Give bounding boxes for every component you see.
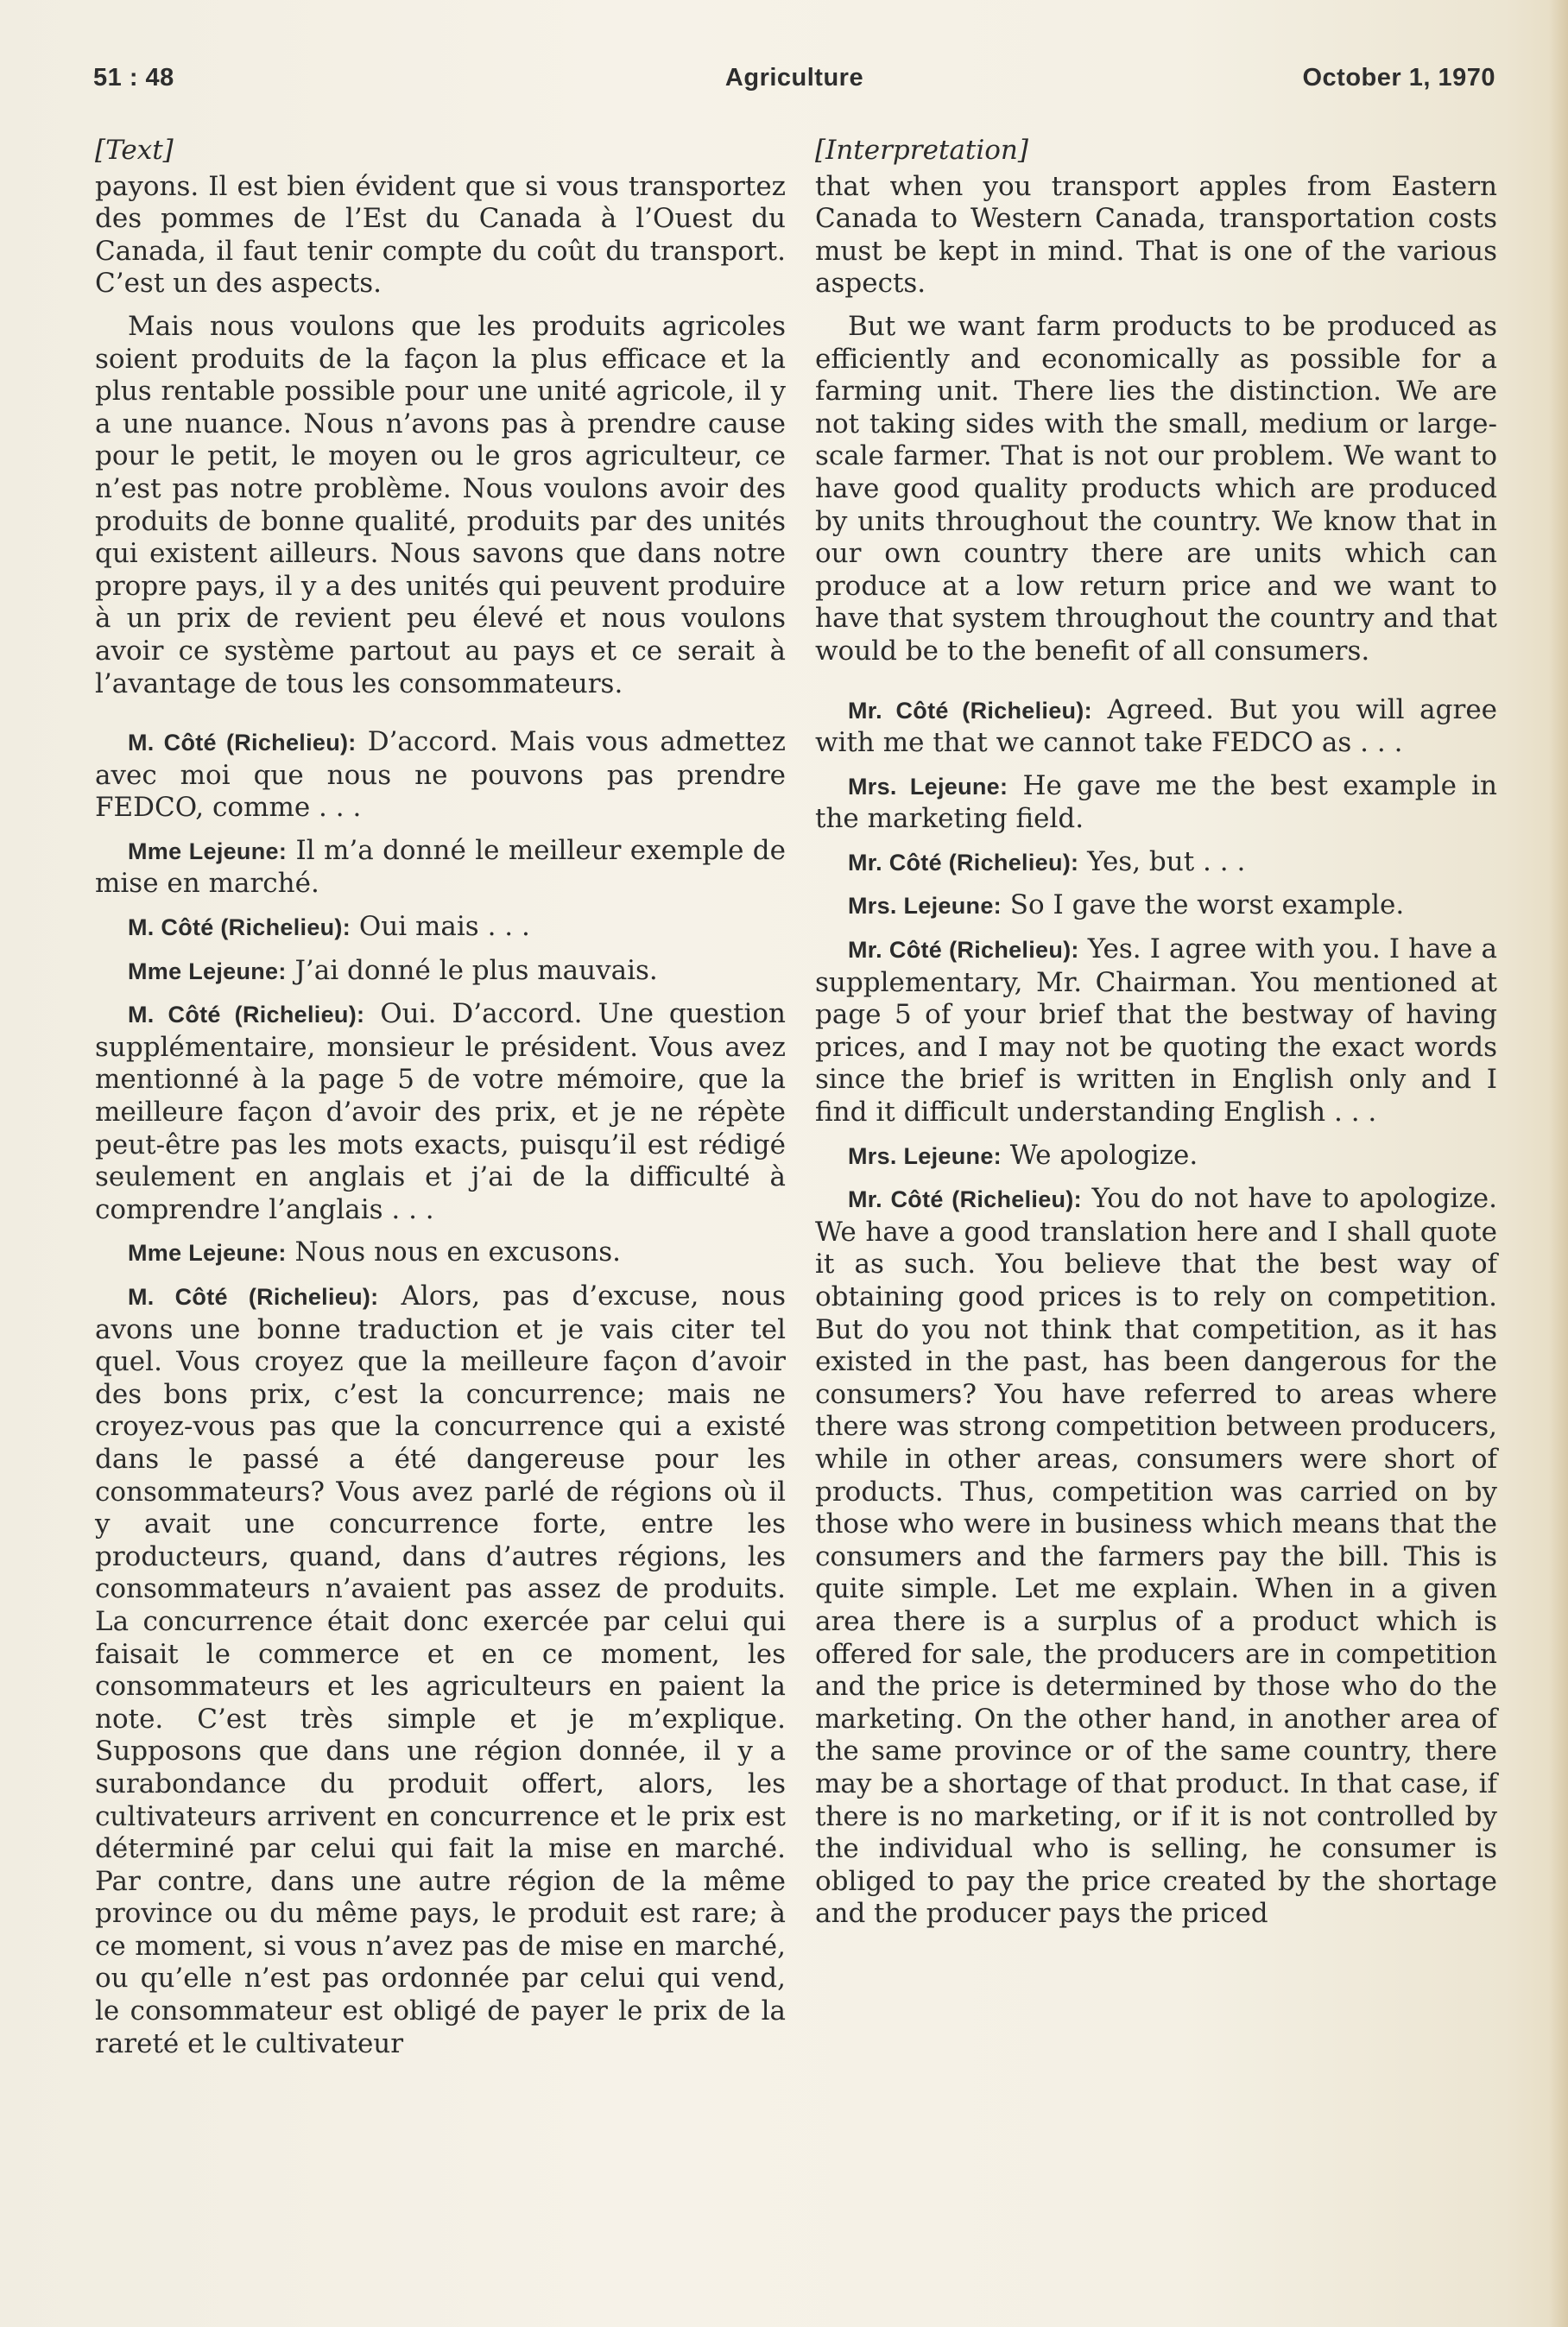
speech-text: Yes, but . . . bbox=[1078, 845, 1246, 877]
speech-text: Nous nous en excusons. bbox=[286, 1236, 621, 1268]
speaker-name: Mrs. Lejeune: bbox=[848, 1142, 1002, 1169]
speech bbox=[815, 889, 1497, 923]
speaker-name: Mr. Côté (Richelieu): bbox=[848, 697, 1092, 724]
paragraph: that when you transport apples from Eastern Canada to Western Canada, transportation costs must be kept in mind. That is one of the various aspects. bbox=[815, 170, 1497, 300]
speaker-name: Mrs. Lejeune: bbox=[848, 773, 1008, 800]
speech bbox=[815, 694, 1497, 760]
speech bbox=[95, 1236, 786, 1270]
speech-text: D’accord. Mais vous admettez avec moi que nous ne pouvons pas prendre FEDCO, comme . . . bbox=[95, 726, 786, 824]
speech-text: Alors, pas d’excuse, nous avons une bonne traduction et je vais citer tel quel. Vous croyez que la meilleure façon d’avoir des bons prix, c’est la concurrence; mais ne croyez-vous pas que la concurrence qui a existé dans le passé a été dangereuse pour les consommateurs? Vous avez parlé de régions où il y avait une concurrence forte, entre les producteurs, quand, dans d’autres régions, les consommateurs n’avaient pas assez de produits. La concurrence était donc exercée par celui qui faisait le commerce et en ce moment, les consommateurs et les agriculteurs en paient la note. C’est très simple et je m’explique. Supposons que dans une région donnée, il y a surabondance du produit offert, alors, les cultivateurs arrivent en concurrence et le prix est déterminé par celui qui fait la mise en marché. Par contre, dans une autre région de la même province ou du même pays, le produit est rare; à ce moment, si vous n’avez pas de mise en marché, ou qu’elle n’est pas ordonnée par celui qui vend, le consommateur est obligé de payer le prix de la rareté et le cultivateur bbox=[95, 1280, 786, 2059]
speech-text: J’ai donné le plus mauvais. bbox=[286, 954, 658, 986]
date: October 1, 1970 bbox=[1302, 64, 1495, 92]
page-number: 51 : 48 bbox=[93, 64, 174, 92]
speech bbox=[815, 770, 1497, 836]
speaker-name: Mr. Côté (Richelieu): bbox=[848, 849, 1079, 876]
speech bbox=[95, 998, 786, 1226]
committee-title: Agriculture bbox=[724, 64, 864, 92]
speech-text: Oui mais . . . bbox=[351, 911, 530, 943]
speaker-name: Mr. Côté (Richelieu): bbox=[848, 1186, 1082, 1213]
speaker-name: Mrs. Lejeune: bbox=[848, 893, 1002, 920]
speech bbox=[815, 846, 1497, 880]
speech bbox=[95, 726, 786, 825]
speech-text: Agreed. But you will agree with me that we cannot take FEDCO as . . . bbox=[815, 693, 1498, 759]
paragraph: Mais nous voulons que les produits agricoles soient produits de la façon la plus efficace et la plus rentable possible pour une unité agricole, il y a une nuance. Nous n’avons pas à prendre cause pour le petit, le moyen ou le gros agriculteur, ce n’est pas notre problème. Nous voulons avoir des produits de bonne qualité, produits par des unités qui existent ailleurs. Nous savons que dans notre propre pays, il y a des unités qui peuvent produire à un prix de revient peu élevé et nous voulons avoir ce système partout au pays et ce serait à l’avantage de tous les consommateurs. bbox=[95, 310, 786, 699]
speaker-name: M. Côté (Richelieu): bbox=[128, 1284, 379, 1310]
speaker-name: Mr. Côté (Richelieu): bbox=[848, 937, 1079, 964]
paragraph: But we want farm products to be produced as efficiently and economically as possible for a farming unit. There lies the distinction. We are not taking sides with the small, medium or large-scale farmer. That is not our problem. We want to have good quality products which are produced by units throughout the country. We know that in our own country there are units which can produce at a low return price and we want to have that system throughout the country and that would be to the benefit of all consumers. bbox=[815, 310, 1497, 667]
speech bbox=[815, 1183, 1497, 1931]
speaker-name: M. Côté (Richelieu): bbox=[128, 1002, 365, 1028]
speech-text: Oui. D’accord. Une question supplémentaire, monsieur le président. Vous avez mentionné à la page 5 de votre mémoire, que la meilleure façon d’avoir des prix, et je ne répète peut-être pas les mots exacts, puisqu’il est rédigé seulement en anglais et j’ai de la difficulté à comprendre l’anglais . . . bbox=[95, 998, 786, 1225]
speech-text: We apologize. bbox=[1001, 1139, 1198, 1171]
speech-text: Il m’a donné le meilleur exemple de mise en marché. bbox=[95, 834, 786, 900]
column-label: [Text] bbox=[95, 135, 174, 166]
speech bbox=[815, 1140, 1497, 1173]
french-column bbox=[95, 135, 786, 2071]
paragraph: payons. Il est bien évident que si vous transportez des pommes de l’Est du Canada à l’Ouest du Canada, il faut tenir compte du coût du transport. C’est un des aspects. bbox=[95, 170, 786, 300]
english-column bbox=[815, 135, 1497, 1941]
speech-text: So I gave the worst example. bbox=[1001, 889, 1405, 921]
speaker-name: M. Côté (Richelieu): bbox=[128, 730, 357, 756]
column-label: [Interpretation] bbox=[815, 135, 1028, 166]
speech bbox=[95, 911, 786, 945]
speaker-name: Mme Lejeune: bbox=[128, 838, 288, 864]
speaker-name: Mme Lejeune: bbox=[128, 958, 287, 984]
page-edge-shadow bbox=[1549, 0, 1568, 2327]
speech bbox=[95, 1280, 786, 2060]
running-header bbox=[93, 64, 1495, 102]
speech-text: You do not have to apologize. We have a good translation here and I shall quote it as such. You believe that the best way of obtaining good prices is to rely on competition. But do you not think that competition, as it has existed in the past, has been dangerous for the consumers? You have referred to areas where there was strong competition between producers, while in other areas, consumers were short of products. Thus, competition was carried on by those who were in business which means that the consumers and the farmers pay the bill. This is quite simple. Let me explain. When in a given area there is a surplus of a product which is offered for sale, the producers are in competition and the price is determined by those who do the marketing. On the other hand, in another area of the same province or of the same country, there may be a shortage of that product. In that case, if there is no marketing, or if it is not controlled by the individual who is selling, he consumer is obliged to pay the price created by the shortage and the producer pays the priced bbox=[815, 1183, 1497, 1930]
speech bbox=[95, 835, 786, 901]
speaker-name: Mme Lejeune: bbox=[128, 1240, 287, 1267]
speech-text: He gave me the best example in the marketing field. bbox=[815, 769, 1497, 835]
speech-text: Yes. I agree with you. I have a supplementary, Mr. Chairman. You mentioned at page 5 of your brief that the bestway of having prices, and I may not be quoting the exact words since the brief is written in English only and I find it difficult understanding English . . . bbox=[815, 933, 1497, 1129]
speech bbox=[95, 955, 786, 989]
speech bbox=[815, 933, 1497, 1129]
speaker-name: M. Côté (Richelieu): bbox=[128, 914, 351, 941]
